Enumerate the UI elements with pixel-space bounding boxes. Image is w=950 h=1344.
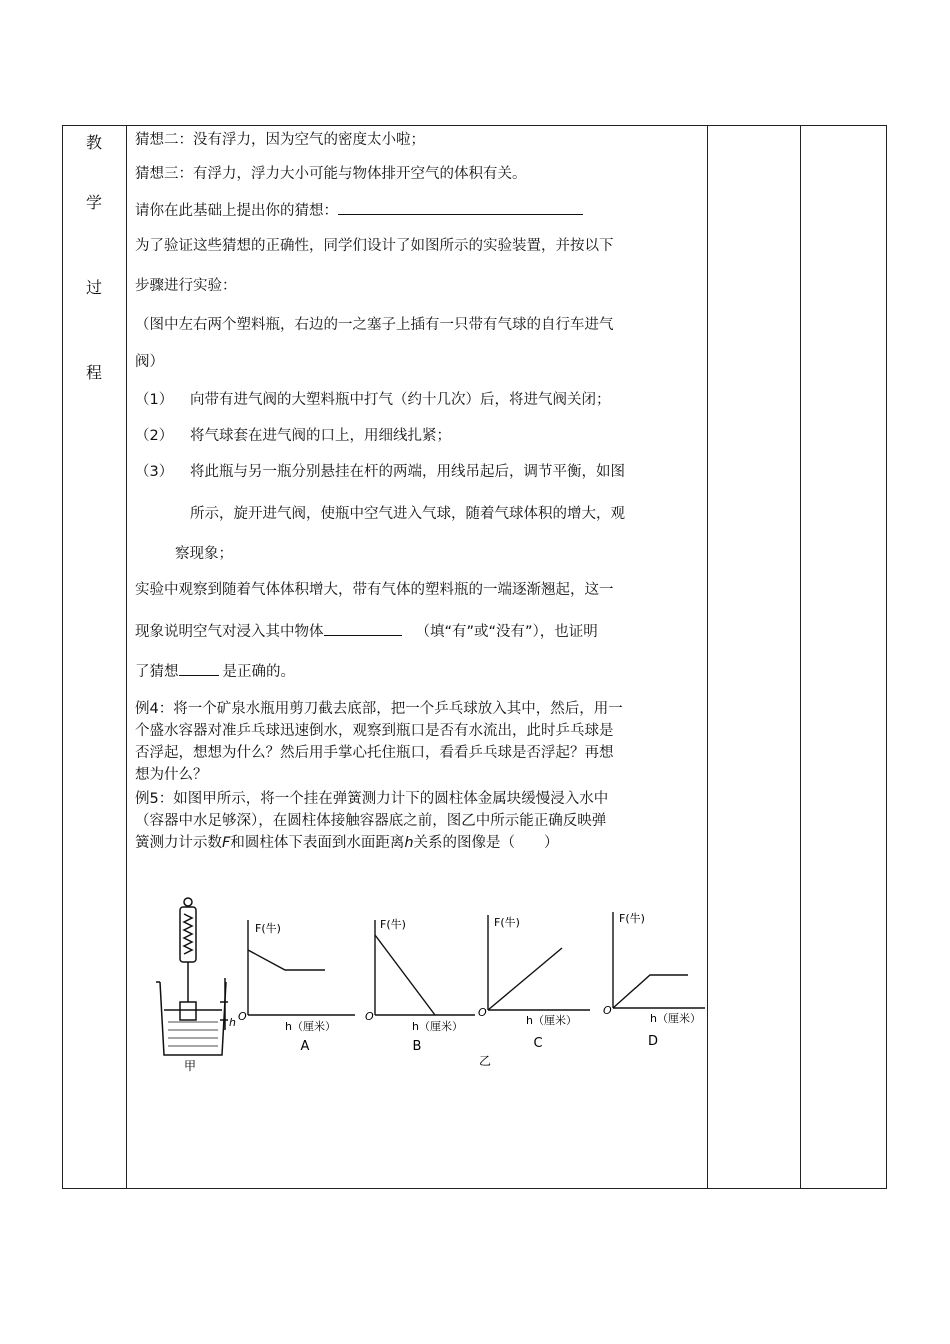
side-char: 学 <box>85 193 102 212</box>
origin-label: O <box>238 1010 247 1023</box>
text-line: （容器中水足够深），在圆柱体接触容器底之前，图乙中所示能正确反映弹 <box>135 813 607 829</box>
side-char: 教 <box>85 133 102 152</box>
side-char: 程 <box>85 363 102 382</box>
fill-blank <box>338 200 583 215</box>
text-span: 关系的图像是（ ） <box>413 835 559 851</box>
text-span: 现象说明空气对浸入其中物体 <box>135 624 324 640</box>
apparatus-label: 甲 <box>183 1059 197 1073</box>
text-span: 是正确的。 <box>222 664 295 680</box>
text-line <box>135 200 583 221</box>
graph-a <box>238 920 355 1054</box>
x-axis-label: h（厘米） <box>526 1014 577 1027</box>
x-axis-label: h（厘米） <box>412 1020 463 1033</box>
step-line <box>135 426 451 446</box>
step-line <box>135 390 611 410</box>
origin-label: O <box>365 1010 374 1023</box>
experiment-figure <box>130 890 710 1080</box>
text-line: 阀） <box>135 354 164 370</box>
text-span: 簧测力计示数 <box>135 835 222 851</box>
fill-blank <box>179 661 219 676</box>
graph-c <box>478 915 590 1051</box>
variable-h: h <box>404 835 414 851</box>
y-axis-label: F(牛) <box>619 912 645 925</box>
fill-blank <box>324 621 402 636</box>
step-line <box>135 462 625 482</box>
step-text: 将此瓶与另一瓶分别悬挂在杆的两端，用线吊起后，调节平衡，如图 <box>190 464 625 480</box>
text-line: 实验中观察到随着气体体积增大，带有气体的塑料瓶的一端逐渐翘起，这一 <box>135 582 614 598</box>
graph-label: D <box>647 1034 659 1049</box>
group-label: 乙 <box>478 1054 492 1068</box>
variable-F: F <box>222 835 231 851</box>
text-line: 猜想二：没有浮力，因为空气的密度太小啦； <box>135 132 425 148</box>
text-line <box>135 621 598 642</box>
text-line: 步骤进行实验： <box>135 278 237 294</box>
text-span: （填“有”或“没有”），也证明 <box>415 624 598 640</box>
graph-label: B <box>412 1039 422 1054</box>
step-line: 察现象； <box>175 546 233 562</box>
x-axis-label: h（厘米） <box>285 1020 336 1033</box>
y-axis-label: F(牛) <box>494 916 520 929</box>
text-line: （图中左右两个塑料瓶，右边的一之塞子上插有一只带有气球的自行车进气 <box>135 317 614 333</box>
step-number: （3） <box>135 464 174 480</box>
y-axis-label: F(牛) <box>255 922 281 935</box>
x-axis-label: h（厘米） <box>650 1012 701 1025</box>
text-line: 例5：如图甲所示，将一个挂在弹簧测力计下的圆柱体金属块缓慢浸入水中 <box>135 791 609 807</box>
origin-label: O <box>478 1006 487 1019</box>
text-span: 了猜想 <box>135 664 179 680</box>
step-number: （1） <box>135 392 174 408</box>
graph-label: C <box>533 1036 543 1051</box>
text-line: 例4：将一个矿泉水瓶用剪刀截去底部，把一个乒乓球放入其中，然后，用一 <box>135 701 623 717</box>
text-line: 猜想三：有浮力，浮力大小可能与物体排开空气的体积有关。 <box>135 166 527 182</box>
step-text: 向带有进气阀的大塑料瓶中打气（约十几次）后，将进气阀关闭； <box>190 392 611 408</box>
text-line <box>135 833 559 853</box>
text-line: 否浮起，想想为什么？然后用手掌心托住瓶口，看看乒乓球是否浮起？再想 <box>135 745 614 761</box>
text-span: 请你在此基础上提出你的猜想： <box>135 203 338 219</box>
text-line: 个盛水容器对准乒乓球迅速倒水，观察到瓶口是否有水流出，此时乒乓球是 <box>135 723 614 739</box>
spring-scale-apparatus <box>156 898 228 1055</box>
y-axis-label: F(牛) <box>380 918 406 931</box>
side-char: 过 <box>85 278 102 297</box>
origin-label: O <box>603 1004 612 1017</box>
column-divider-3 <box>800 125 801 1189</box>
graph-b <box>365 917 475 1054</box>
column-divider-1 <box>126 125 127 1189</box>
step-number: （2） <box>135 428 174 444</box>
text-span: 和圆柱体下表面到水面距离 <box>230 835 405 851</box>
step-text: 将气球套在进气阀的口上，用细线扎紧； <box>190 428 451 444</box>
text-line <box>135 661 295 682</box>
graph-label: A <box>300 1039 310 1054</box>
depth-label: h <box>229 1016 236 1029</box>
graph-d <box>603 911 705 1049</box>
step-line: 所示，旋开进气阀，使瓶中空气进入气球，随着气球体积的增大，观 <box>190 506 625 522</box>
text-line: 为了验证这些猜想的正确性，同学们设计了如图所示的实验装置，并按以下 <box>135 238 614 254</box>
water-lines <box>168 1022 218 1046</box>
text-line: 想为什么？ <box>135 767 208 783</box>
